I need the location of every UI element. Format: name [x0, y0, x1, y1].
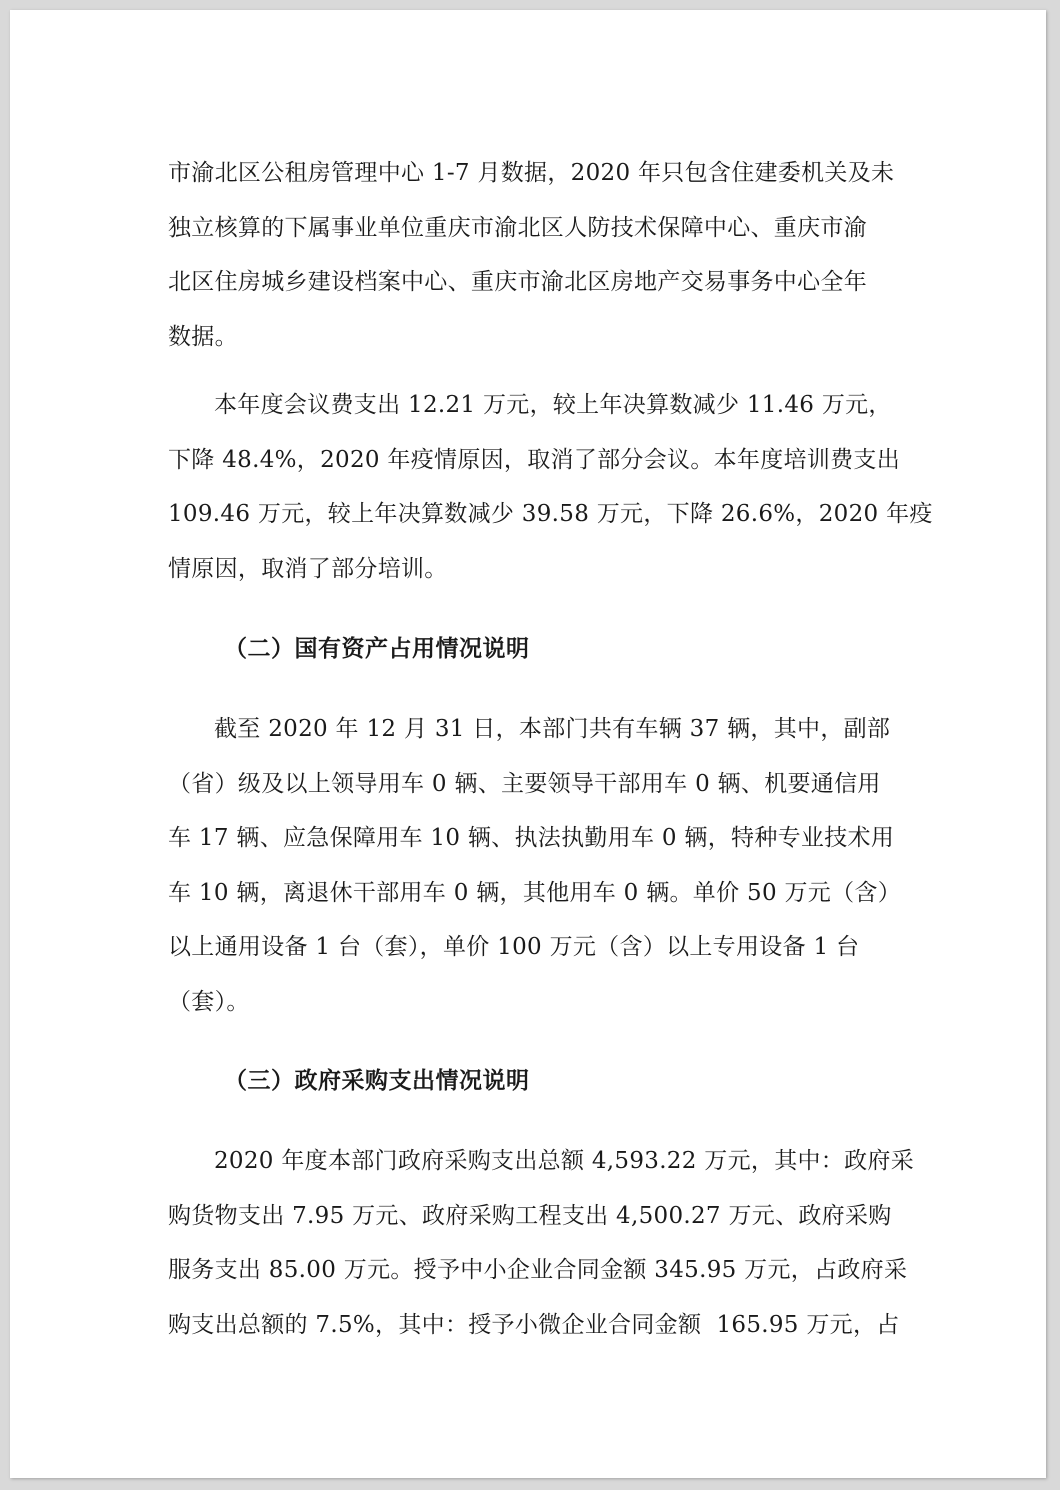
paragraph-meeting-training-expenses — [168, 378, 933, 596]
paragraph-vehicles-equipment — [168, 702, 908, 1029]
text-line: 车 17 辆、应急保障用车 10 辆、执法执勤用车 0 辆，特种专业技术用 — [168, 825, 895, 851]
text-line: 数据。 — [168, 323, 238, 350]
text-line: 独立核算的下属事业单位重庆市渝北区人防技术保障中心、重庆市渝 — [168, 214, 867, 241]
text-line: 购货物支出 7.95 万元、政府采购工程支出 4,500.27 万元、政府采购 — [168, 1202, 892, 1229]
text-line: 截至 2020 年 12 月 31 日，本部门共有车辆 37 辆，其中，副部 — [214, 716, 891, 742]
text-line: 下降 48.4%，2020 年疫情原因，取消了部分会议。本年度培训费支出 — [168, 446, 901, 473]
text-line: 以上通用设备 1 台（套），单价 100 万元（含）以上专用设备 1 台 — [168, 934, 860, 960]
paragraph-procurement-expenses — [168, 1134, 914, 1352]
text-line: 购支出总额的 7.5%，其中：授予小微企业合同金额 165.95 万元，占 — [168, 1311, 900, 1338]
section-heading-government-procurement: （三）政府采购支出情况说明 — [224, 1067, 530, 1094]
text-line: 车 10 辆，离退休干部用车 0 辆，其他用车 0 辆。单价 50 万元（含） — [168, 879, 901, 906]
text-line: 北区住房城乡建设档案中心、重庆市渝北区房地产交易事务中心全年 — [168, 269, 867, 295]
text-line: 本年度会议费支出 12.21 万元，较上年决算数减少 11.46 万元， — [214, 392, 892, 418]
text-line: 情原因，取消了部分培训。 — [168, 555, 448, 582]
text-line: 服务支出 85.00 万元。授予中小企业合同金额 345.95 万元，占政府采 — [168, 1257, 908, 1283]
text-line: （套）。 — [168, 988, 250, 1015]
text-line: 2020 年度本部门政府采购支出总额 4,593.22 万元，其中：政府采 — [214, 1148, 914, 1174]
paragraph-data-scope — [168, 146, 908, 364]
text-line: （省）级及以上领导用车 0 辆、主要领导干部用车 0 辆、机要通信用 — [168, 770, 881, 797]
text-line: 市渝北区公租房管理中心 1-7 月数据，2020 年只包含住建委机关及未 — [168, 160, 895, 186]
text-line: 109.46 万元，较上年决算数减少 39.58 万元，下降 26.6%，2020 年疫 — [168, 501, 933, 527]
document-page — [10, 10, 1046, 1478]
section-heading-state-assets: （二）国有资产占用情况说明 — [224, 635, 530, 662]
